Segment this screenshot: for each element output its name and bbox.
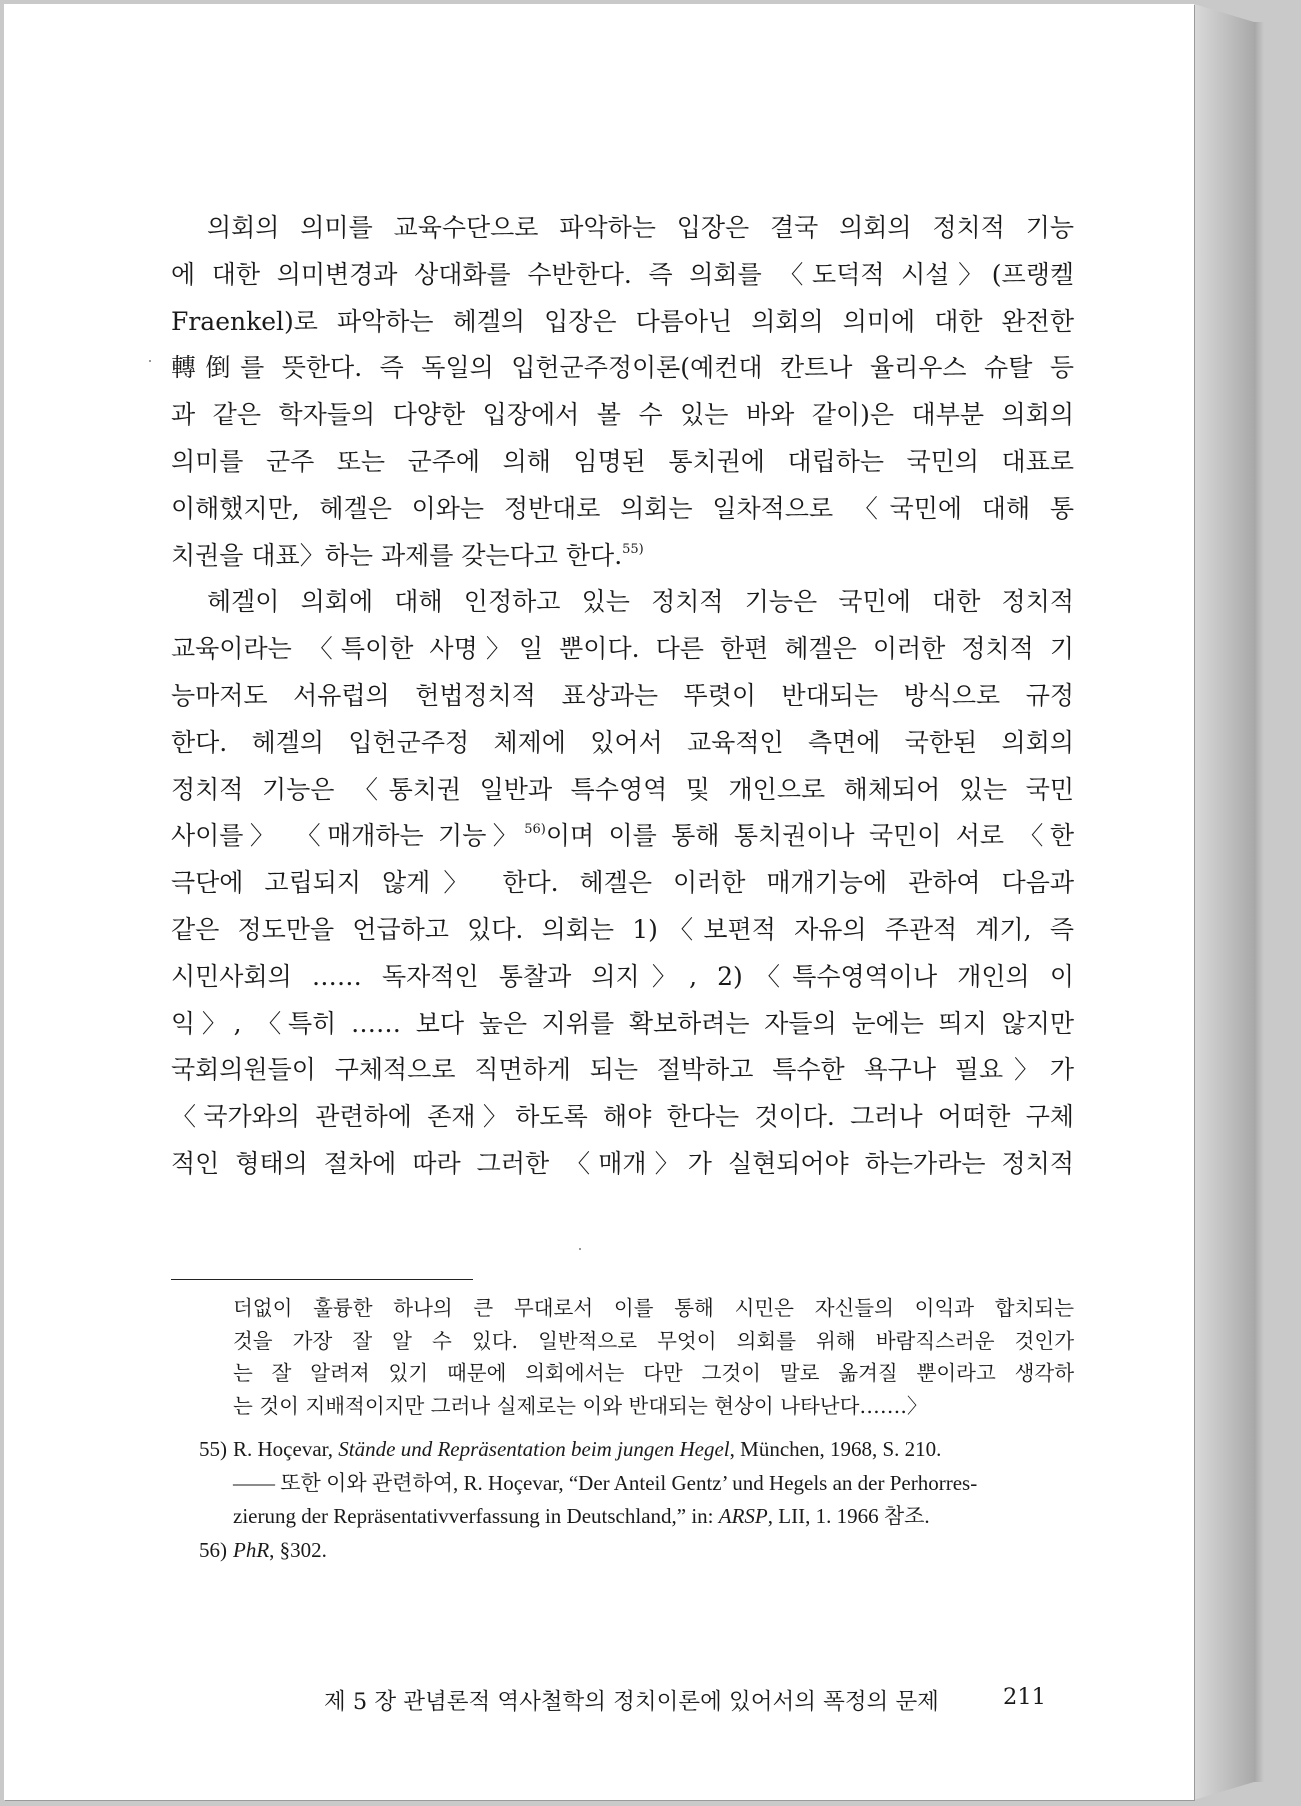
scan-speck <box>149 360 151 362</box>
footnote-line: 는 잘 알려져 있기 때문에 의회에서는 다만 그것이 말로 옮겨질 뿐이라고 생각하 <box>233 1361 1074 1385</box>
line-text: 사이를〉 〈매개하는 기능〉 <box>171 821 525 851</box>
body-text <box>171 205 1074 1188</box>
paragraph-line <box>171 533 1074 580</box>
paragraph-line: 轉倒를 뜻한다. 즉 독일의 입헌군주정이론(예컨대 칸트나 율리우스 슈탈 등 <box>171 353 1074 383</box>
footnote-author: R. Hoçevar, <box>233 1437 334 1461</box>
footnote-ref-56[interactable]: 56) <box>524 822 546 838</box>
page-number: 211 <box>1003 1684 1046 1710</box>
line-text: 이며 이를 통해 통치권이나 국민이 서로 〈한 <box>545 821 1075 851</box>
footnote-line: 것을 가장 잘 알 수 있다. 일반적으로 무엇이 의회를 위해 바람직스러운 것인가 <box>233 1328 1074 1353</box>
footnote-text: zierung der Repräsentativverfassung in Deutschland,” in: <box>233 1504 714 1528</box>
footnote-continuation <box>233 1292 1074 1422</box>
page-edge <box>1194 4 1254 1800</box>
footnote-56 <box>199 1534 1074 1568</box>
paragraph-line: 〈국가와의 관련하에 존재〉하도록 해야 한다는 것이다. 그러나 어떠한 구체 <box>171 1102 1074 1132</box>
footnote-55 <box>199 1433 1074 1534</box>
paragraph-line: Fraenkel)로 파악하는 헤겔의 입장은 다름아닌 의회의 의미에 대한 완전한 <box>171 306 1074 336</box>
paragraph-line: 적인 형태의 절차에 따라 그러한 〈매개〉가 실현되어야 하는가라는 정치적 <box>171 1148 1074 1178</box>
footnote-title: Stände und Repräsentation beim jungen Hegel <box>338 1437 730 1461</box>
paragraph-line: 극단에 고립되지 않게〉 한다. 헤겔은 이러한 매개기능에 관하여 다음과 <box>171 868 1074 898</box>
footnote-line: 더없이 훌륭한 하나의 큰 무대로서 이를 통해 시민은 자신들의 이익과 합치되는 <box>233 1296 1074 1320</box>
footnote-number: 55) <box>199 1437 227 1461</box>
paragraph-line: 한다. 헤겔의 입헌군주정 체제에 있어서 교육적인 측면에 국한된 의회의 <box>171 727 1074 757</box>
running-footer <box>324 1684 1046 1716</box>
paragraph-line: 헤겔이 의회에 대해 인정하고 있는 정치적 기능은 국민에 대한 정치적 <box>207 587 1074 617</box>
paragraph-line <box>171 813 1074 860</box>
footnote-divider <box>171 1279 473 1280</box>
paragraph-line: 에 대한 의미변경과 상대화를 수반한다. 즉 의회를 〈도덕적 시설〉(프랭켈 <box>171 259 1074 289</box>
paragraph-line: 익〉, 〈특히 …… 보다 높은 지위를 확보하려는 자들의 눈에는 띄지 않지만 <box>171 1008 1074 1038</box>
edge-shadow <box>1254 22 1264 1782</box>
paragraph-line: 교육이라는 〈특이한 사명〉일 뿐이다. 다른 한편 헤겔은 이러한 정치적 기 <box>171 634 1074 664</box>
footnotes <box>199 1433 1074 1567</box>
footnote-ref-55[interactable]: 55) <box>622 541 644 557</box>
paragraph-line: 이해했지만, 헤겔은 이와는 정반대로 의회는 일차적으로 〈국민에 대해 통 <box>171 493 1074 523</box>
paragraph-line: 능마저도 서유럽의 헌법정치적 표상과는 뚜렷이 반대되는 방식으로 규정 <box>171 680 1074 710</box>
footnote-title: PhR <box>233 1537 270 1562</box>
paragraph-line: 국회의원들이 구체적으로 직면하게 되는 절박하고 특수한 욕구나 필요〉가 <box>171 1055 1074 1085</box>
footnote-text: , LII, 1. 1966 참조. <box>767 1504 930 1528</box>
footnote-text: —— 또한 이와 관련하여, <box>233 1470 459 1495</box>
paragraph-line: 의미를 군주 또는 군주에 의해 임명된 통치권에 대립하는 국민의 대표로 <box>171 446 1074 476</box>
footnote-line <box>199 1500 1074 1534</box>
paragraph-line: 과 같은 학자들의 다양한 입장에서 볼 수 있는 바와 같이)은 대부분 의회의 <box>171 400 1074 430</box>
line-text: 치권을 대표〉하는 과제를 갖는다고 한다. <box>171 540 623 570</box>
footnote-text: R. Hoçevar, “Der Anteil Gentz’ und Hegels an der Perhorres- <box>463 1470 978 1495</box>
paragraph-line: 같은 정도만을 언급하고 있다. 의회는 1)〈보편적 자유의 주관적 계기, 즉 <box>171 914 1074 944</box>
footnote-text: , München, 1968, S. 210. <box>729 1437 942 1461</box>
footnote-line <box>199 1467 1074 1501</box>
footnote-journal: ARSP <box>718 1504 768 1528</box>
paragraph-line: 정치적 기능은 〈통치권 일반과 특수영역 및 개인으로 해체되어 있는 국민 <box>171 774 1074 804</box>
chapter-title: 제 5 장 관념론적 역사철학의 정치이론에 있어서의 폭정의 문제 <box>324 1689 939 1715</box>
scan-speck <box>579 1248 581 1250</box>
paragraph-line: 의회의 의미를 교육수단으로 파악하는 입장은 결국 의회의 정치적 기능 <box>207 213 1074 242</box>
footnote-number: 56) <box>199 1537 227 1562</box>
paragraph-line: 시민사회의 …… 독자적인 통찰과 의지〉, 2)〈특수영역이나 개인의 이 <box>171 961 1074 991</box>
footnote-text: , §302. <box>269 1537 327 1562</box>
footnote-line: 는 것이 지배적이지만 그러나 실제로는 이와 반대되는 현상이 나타난다…….〉 <box>233 1393 928 1418</box>
